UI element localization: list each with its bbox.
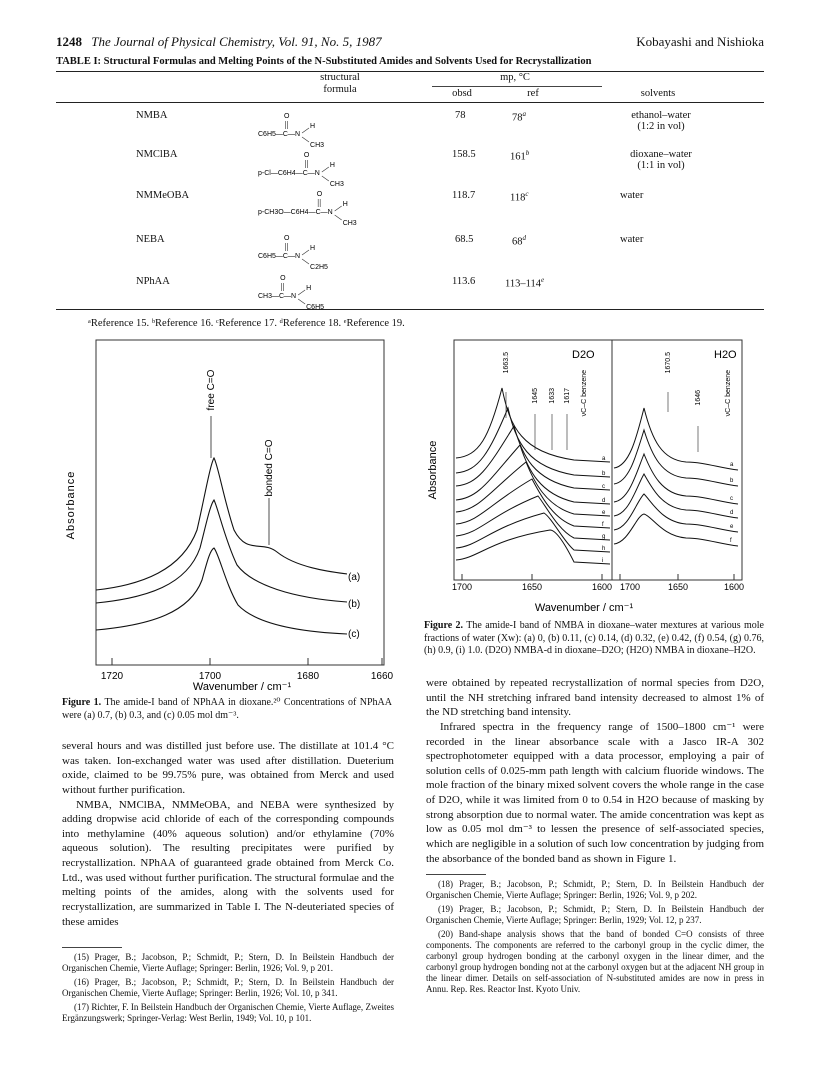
fig2-peak-label: 1663.5	[503, 352, 510, 374]
fig2-left-curve-label: g	[602, 534, 606, 540]
svg-text:H: H	[310, 245, 316, 252]
fig2-tick-label: 1700	[619, 582, 641, 592]
fig2-tick-label: 1600	[591, 582, 613, 592]
solvent: water	[620, 190, 644, 201]
structural-formula	[258, 152, 344, 188]
svg-text:O: O	[303, 152, 310, 159]
fig2-peak-label: 1633	[549, 388, 556, 404]
journal-title: The Journal of Physical Chemistry, Vol. 91, No. 5, 1987	[91, 34, 382, 49]
svg-text:H: H	[342, 201, 348, 208]
svg-text:CH3: CH3	[310, 142, 325, 149]
structural-formula	[258, 113, 324, 149]
mp-ref: 113–114e	[505, 276, 545, 290]
fig1-curve-c	[96, 548, 347, 634]
fig2-right-curve-label: e	[730, 524, 734, 530]
svg-text:H: H	[329, 162, 335, 169]
right-references	[426, 879, 764, 998]
mp-ref: 118$^c$	[510, 190, 529, 204]
fig2-right-curve-label: c	[730, 496, 733, 502]
fig2-panel-d2o: D2O	[572, 349, 595, 361]
svg-text:CH3: CH3	[329, 181, 344, 188]
svg-text:O: O	[280, 275, 286, 282]
fig2-right-curve-label: f	[730, 538, 732, 544]
fig1-curve-b	[96, 500, 347, 603]
fig1-tick-label: 1700	[198, 671, 222, 682]
fig2-left-curve-label: e	[602, 510, 606, 516]
left-column-text	[62, 739, 394, 929]
fig2-left-curve	[456, 513, 610, 552]
fig2-benzene-label-right: νC–C benzene	[725, 370, 732, 417]
svg-text:C6H5—C—N: C6H5—C—N	[258, 253, 301, 260]
mp-obsd: 78	[455, 110, 466, 121]
svg-text:p-Cl—C6H4—C—N: p-Cl—C6H4—C—N	[258, 170, 320, 177]
fig2-tick-label: 1600	[723, 582, 745, 592]
fig2-peak-label: 1646	[695, 390, 702, 406]
reference: (18) Prager, B.; Jacobson, P.; Schmidt, P.; Stern, D. In Beilstein Handbuch der Organischen Chemie, Vierte Auflage; Springer: Berlin, 1926; Vol. 9, p 202.	[426, 879, 764, 900]
svg-text:CH3—C—N: CH3—C—N	[258, 293, 297, 300]
mp-ref: 161$^b$	[510, 149, 530, 163]
figure-1	[62, 340, 394, 695]
fig1-ylabel: Absorbance	[65, 470, 77, 540]
svg-text:p-CH3O—C6H4—C—N: p-CH3O—C6H4—C—N	[258, 209, 333, 216]
svg-text:CH3: CH3	[342, 220, 357, 227]
structural-formula	[258, 275, 324, 311]
col-mp: mp, °C	[500, 72, 530, 83]
mp-obsd: 158.5	[452, 149, 476, 160]
structural-formulas	[240, 104, 440, 314]
fig1-frame	[96, 340, 384, 665]
svg-text:O: O	[316, 191, 323, 198]
figure-2	[424, 340, 764, 618]
amide-name: NMMeOBA	[136, 190, 190, 201]
fig2-left-curve-label: c	[602, 484, 605, 490]
col-structural: structural	[320, 72, 360, 83]
svg-text:C6H5—C—N: C6H5—C—N	[258, 131, 301, 138]
fig2-benzene-label-left: νC–C benzene	[581, 370, 588, 417]
fig2-right-curve	[614, 474, 738, 518]
figure-2-caption: Figure 2. The amide-I band of NMBA in dioxane–water mextures at various mole fractions of water (Xw): (a) 0, (b) 0.11, (c) 0.14, (d) 0.32, (e) 0.42, (f) 0.54, (g) 0.76, (h) 0.9, (i) 1.0. (D2O) NMBA-d in dioxane–D2O; (H2O) NMBA in dioxane–H2O.	[424, 620, 764, 656]
table-bottom-rule	[56, 309, 764, 310]
fig2-left-curve-label: f	[602, 522, 604, 528]
fig2-left-curve-label: a	[602, 456, 606, 462]
fig2-right-curve	[614, 430, 738, 486]
paragraph: were obtained by repeated recrystallization of normal species from D2O, until the NH stretching infrared band intensity decreased to almost 1% of the ND stretching band intensity.	[426, 677, 764, 719]
fig1-tick-label: 1660	[370, 671, 394, 682]
fig1-label-a: (a)	[348, 572, 361, 583]
paragraph: Infrared spectra in the frequency range of 1500–1800 cm⁻¹ were recorded in the linear absorbance scale with a Jasco IR-A 302 spectrophotometer equipped with a data processor, employing a pair of solution cells of 0.025-mm path length with calcium fluoride windows. The mole fraction of the binary mixed solvent covers the whole range in the case of D2O, while it was limited from 0 to 0.54 in H2O because of masking by strong absorption due to normal water. The amide concentration was kept as low as 0.05 mol dm⁻³ to lessen the presence of self-associated species, which are negligible in a solution of such low concentration by judging from the absorbance of the bonded band as shown in Figure 1.	[426, 720, 764, 865]
fig2-right-curve-label: d	[730, 510, 734, 516]
col-solvents: solvents	[640, 88, 676, 99]
col-formula: formula	[323, 84, 357, 95]
fig2-left-curve	[456, 479, 610, 528]
fig2-left-frame	[454, 340, 612, 580]
fig1-xlabel: Wavenumber / cm⁻¹	[192, 681, 292, 693]
fig2-right-curve-label: a	[730, 462, 734, 468]
fig2-panel-h2o: H2O	[714, 349, 737, 361]
figure-1-caption: Figure 1. The amide-I band of NPhAA in dioxane.²⁰ Concentrations of NPhAA were (a) 0.7, (b) 0.3, and (c) 0.05 mol dm⁻³.	[62, 697, 392, 721]
svg-text:C2H5: C2H5	[310, 264, 328, 271]
table-top-rule	[56, 71, 764, 72]
fig2-tick-label: 1650	[521, 582, 543, 592]
table-caption: TABLE I: Structural Formulas and Melting Points of the N-Substituted Amides and Solvents Used for Recrystallization	[56, 56, 592, 67]
amide-name: NEBA	[136, 234, 165, 245]
running-authors: Kobayashi and Nishioka	[636, 34, 764, 49]
svg-text:O: O	[284, 113, 290, 120]
table-header-rule	[56, 102, 764, 103]
solvent: dioxane–water (1:1 in vol)	[630, 149, 692, 171]
fig2-peak-label: 1645	[532, 388, 539, 404]
fig2-right-curve-label: b	[730, 478, 734, 484]
svg-text:O: O	[284, 235, 290, 242]
solvent: water	[620, 234, 644, 245]
mp-ref: 78$^a$	[512, 110, 526, 124]
mp-obsd: 118.7	[452, 190, 476, 201]
fig2-xlabel: Wavenumber / cm⁻¹	[534, 602, 634, 614]
fig1-bonded-co: bonded C=O	[264, 439, 275, 497]
fig1-label-b: (b)	[348, 599, 361, 610]
amide-name: NMClBA	[136, 149, 178, 160]
fig2-tick-label: 1650	[667, 582, 689, 592]
mp-ref: 68$^d$	[512, 234, 526, 248]
reference: (20) Band-shape analysis shows that the band of bonded C=O consists of three components. The components are referred to the carbonyl group in the cyclic dimer, the carbonyl group hydrogen bonding at the carbonyl oxygen in the linear dimer, and the carbonyl group hydrogen bonding not at the carbonyl oxygen but at the adjacent NH group in the linear dimer. Details on self-association of N-substituted amides are now in press in Annu. Rep. Res. Reactor Inst. Kyoto Univ.	[426, 928, 764, 994]
fig2-ylabel: Absorbance	[427, 440, 439, 500]
amide-name: NPhAA	[136, 276, 170, 287]
fig1-label-c: (c)	[348, 629, 360, 640]
fig2-left-curve-label: b	[602, 471, 606, 477]
page-number: 1248	[56, 34, 82, 49]
fig2-right-curve	[614, 494, 738, 532]
fig1-free-co: free C=O	[206, 369, 217, 411]
right-column-text	[426, 676, 764, 866]
solvent: ethanol–water (1:2 in vol)	[631, 110, 691, 132]
fig2-left-curve-label: h	[602, 546, 606, 552]
fig2-right-curve	[614, 514, 738, 546]
mp-rule	[432, 86, 602, 87]
fig2-left-curve-label: d	[602, 498, 606, 504]
paragraph: several hours and was distilled just before use. The distillate at 101.4 °C was taken. Ion-exchanged water was used after distillation. Dueterium oxide, claimed to be 99.75% pure, was obtained from Merck and used without further purification.	[62, 740, 394, 796]
left-references	[62, 952, 394, 1027]
table-footnotes: ᵃReference 15. ᵇReference 16. ᶜReference 17. ᵈReference 18. ᵉReference 19.	[88, 318, 405, 329]
fig2-left-curve	[456, 445, 610, 504]
svg-text:H: H	[310, 123, 316, 130]
svg-text:C6H5: C6H5	[306, 304, 325, 311]
mp-obsd: 113.6	[452, 276, 476, 287]
fig2-left-curve	[456, 530, 610, 564]
amide-name: NMBA	[136, 110, 168, 121]
fig1-tick-label: 1680	[296, 671, 320, 682]
running-header	[56, 34, 764, 54]
reference: (16) Prager, B.; Jacobson, P.; Schmidt, P.; Stern, D. In Beilstein Handbuch der Organischen Chemie, Vierte Auflage; Springer: Berlin, 1926; Vol. 10, p 341.	[62, 976, 394, 998]
reference: (19) Prager, B.; Jacobson, P.; Schmidt, P.; Stern, D. In Beilstein Handbuch der Organischen Chemie, Vierte Auflage; Springer: Berlin, 1929; Vol. 12, p 237.	[426, 903, 764, 925]
mp-obsd: 68.5	[455, 234, 474, 245]
svg-text:H: H	[306, 285, 312, 292]
fig2-peak-label: 1617	[564, 388, 571, 404]
structural-formula	[258, 191, 357, 227]
structural-formula	[258, 235, 328, 271]
fig1-tick-label: 1720	[100, 671, 124, 682]
reference: (15) Prager, B.; Jacobson, P.; Schmidt, P.; Stern, D. In Beilstein Handbuch der Organischen Chemie, Vierte Auflage; Springer: Berlin, 1926; Vol. 9, p 201.	[62, 952, 394, 973]
col-ref: ref	[527, 88, 539, 99]
fig2-peak-label: 1670.5	[665, 352, 672, 374]
reference: (17) Richter, F. In Beilstein Handbuch der Organischen Chemie, Vierte Auflage, Zweites Ergänzungswerk; Springer-Verlag: West Berlin, 1949; Vol. 10, p 101.	[62, 1001, 394, 1023]
col-obsd: obsd	[452, 88, 472, 99]
paragraph: NMBA, NMClBA, NMMeOBA, and NEBA were synthesized by adding dropwise acid chloride of each of the corresponding compounds into methylamine (40% aqueous solution) and/or ethylamine (70% aqueous solution). The resulting precipitates were purified by recrystallization. NPhAA of guaranteed grade obtained from Merck Co. Ltd., was used without further purification. The structural formulae and the melting points of the amides, along with the solvents used for recrystallization, are summarized in Table I. The N-deuteriated species of these amides	[62, 798, 394, 928]
fig2-tick-label: 1700	[451, 582, 473, 592]
fig2-left-curve-label: i	[602, 558, 604, 564]
fig2-right-curve	[614, 408, 738, 470]
